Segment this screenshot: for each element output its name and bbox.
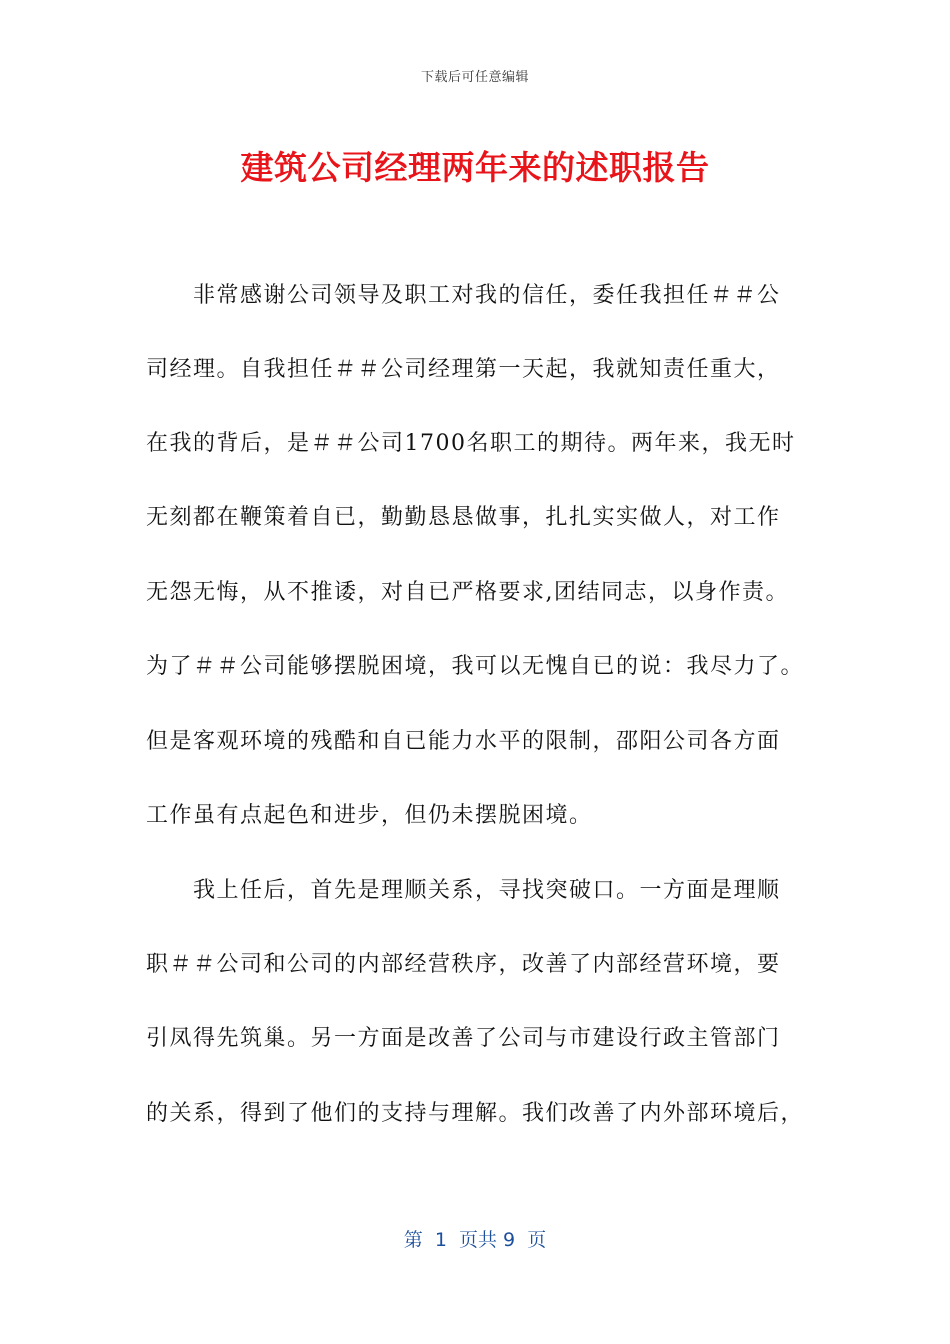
page-footer: 第 1 页共 9 页 (403, 1229, 547, 1251)
text-line: 我上任后，首先是理顺关系，寻找突破口。一方面是理顺 (146, 878, 781, 903)
text-line: 无刻都在鞭策着自已，勤勤恳恳做事，扎扎实实做人，对工作 (146, 505, 781, 530)
text-line: 引凤得先筑巢。另一方面是改善了公司与市建设行政主管部门 (146, 1026, 781, 1051)
text-line: 司经理。自我担任＃＃公司经理第一天起，我就知责任重大， (146, 357, 781, 382)
header-note: 下载后可任意编辑 (420, 70, 529, 85)
text-line: 的关系，得到了他们的支持与理解。我们改善了内外部环境后， (146, 1101, 805, 1126)
text-line: 为了＃＃公司能够摆脱困境，我可以无愧自已的说：我尽力了。 (146, 654, 805, 679)
text-line: 在我的背后，是＃＃公司1700名职工的期待。两年来，我无时 (146, 431, 796, 456)
text-line: 工作虽有点起色和进步，但仍未摆脱困境。 (146, 803, 593, 828)
text-line: 职＃＃公司和公司的内部经营秩序，改善了内部经营环境，要 (146, 952, 781, 977)
text-line: 非常感谢公司领导及职工对我的信任，委任我担任＃＃公 (146, 283, 781, 308)
text-line: 但是客观环境的残酷和自已能力水平的限制，邵阳公司各方面 (146, 729, 781, 754)
text-line: 无怨无悔，从不推诿，对自已严格要求,团结同志，以身作责。 (146, 580, 789, 605)
document-title: 建筑公司经理两年来的述职报告 (240, 148, 710, 187)
